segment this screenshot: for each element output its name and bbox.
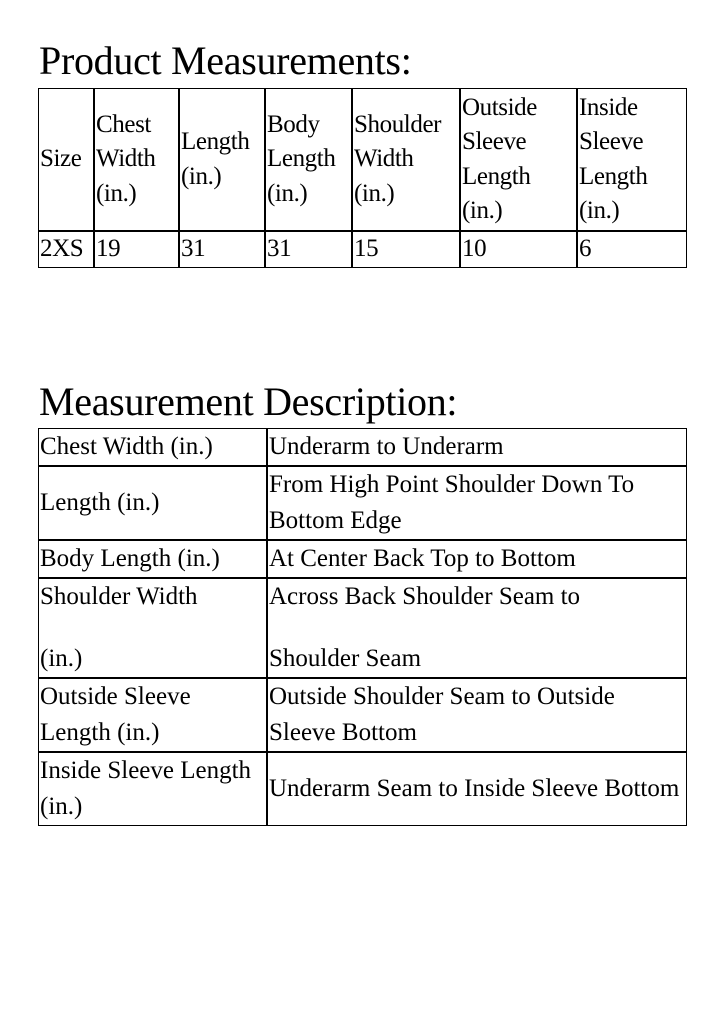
header-inside-sleeve-length: Inside Sleeve Length (in.) bbox=[577, 88, 687, 231]
cell-body-length: 31 bbox=[265, 231, 352, 268]
description-term: Body Length (in.) bbox=[38, 540, 267, 578]
description-text: Underarm Seam to Inside Sleeve Bottom bbox=[267, 752, 687, 826]
description-term: Inside Sleeve Length (in.) bbox=[38, 752, 267, 826]
description-text bbox=[267, 578, 687, 678]
table-row bbox=[38, 752, 687, 826]
cell-inside-sleeve-length: 6 bbox=[577, 231, 687, 268]
table-row bbox=[38, 678, 687, 752]
description-term bbox=[38, 578, 267, 678]
measurement-description-table bbox=[38, 428, 687, 826]
description-term-line-2: (in.) bbox=[40, 645, 83, 672]
table-row bbox=[38, 428, 687, 466]
header-shoulder-width: Shoulder Width (in.) bbox=[352, 88, 460, 231]
description-text-line-2: Shoulder Seam bbox=[269, 645, 422, 672]
header-outside-sleeve-length: Outside Sleeve Length (in.) bbox=[460, 88, 577, 231]
description-term-line-1: Shoulder Width bbox=[40, 583, 198, 610]
description-text: Outside Shoulder Seam to Outside Sleeve Bottom bbox=[267, 678, 687, 752]
table-row bbox=[38, 578, 687, 678]
cell-outside-sleeve-length: 10 bbox=[460, 231, 577, 268]
table-row bbox=[38, 540, 687, 578]
cell-size: 2XS bbox=[38, 231, 94, 268]
cell-length: 31 bbox=[179, 231, 265, 268]
product-measurements-title: Product Measurements: bbox=[39, 38, 412, 83]
header-body-length: Body Length (in.) bbox=[265, 88, 352, 231]
description-text: At Center Back Top to Bottom bbox=[267, 540, 687, 578]
table-row bbox=[38, 466, 687, 540]
description-text: Underarm to Underarm bbox=[267, 428, 687, 466]
header-length: Length (in.) bbox=[179, 88, 265, 231]
description-text: From High Point Shoulder Down To Bottom Edge bbox=[267, 466, 687, 540]
header-chest-width: Chest Width (in.) bbox=[94, 88, 179, 231]
cell-shoulder-width: 15 bbox=[352, 231, 460, 268]
description-term: Length (in.) bbox=[38, 466, 267, 540]
measurement-description-title: Measurement Description: bbox=[39, 379, 458, 424]
header-size: Size bbox=[38, 88, 94, 231]
table-row bbox=[38, 231, 687, 268]
description-text-line-1: Across Back Shoulder Seam to bbox=[269, 583, 581, 610]
description-term: Chest Width (in.) bbox=[38, 428, 267, 466]
table-header-row bbox=[38, 88, 687, 231]
product-measurements-table bbox=[38, 88, 687, 268]
cell-chest-width: 19 bbox=[94, 231, 179, 268]
description-term: Outside Sleeve Length (in.) bbox=[38, 678, 267, 752]
